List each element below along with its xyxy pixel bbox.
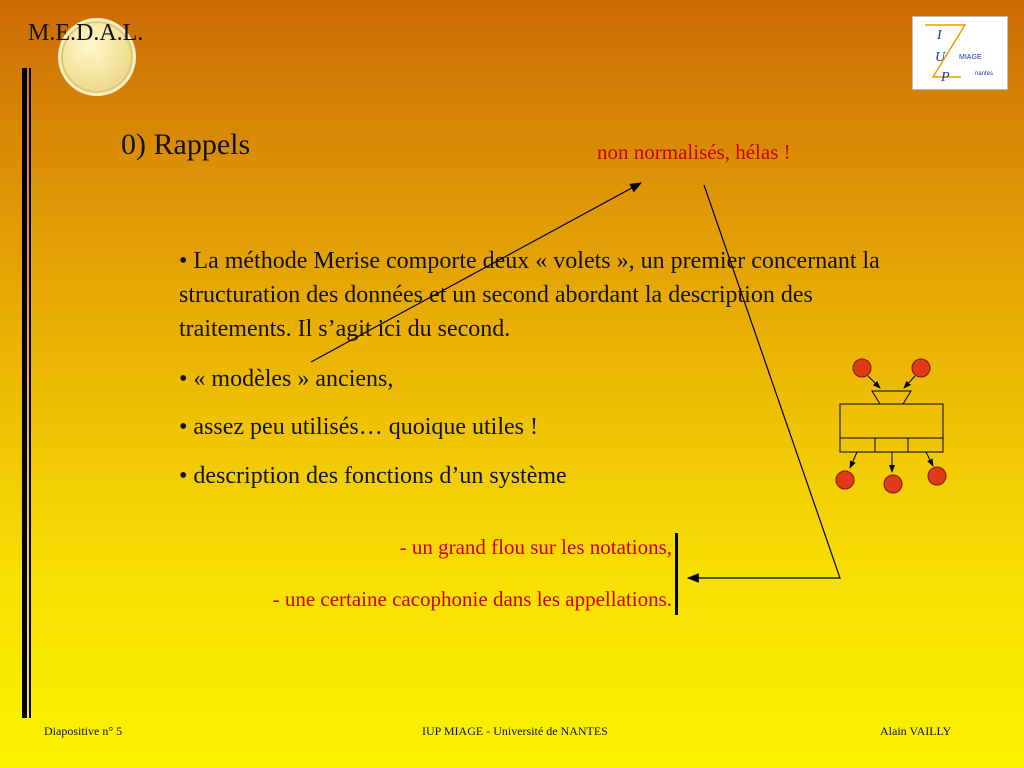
remark-notations: - un grand flou sur les notations, — [399, 535, 672, 559]
input-node-left — [853, 359, 871, 377]
logo-nantes-text: nantes — [975, 71, 994, 77]
medal-title: M.E.D.A.L. — [28, 20, 144, 46]
logo-letter-u: U — [935, 50, 946, 65]
arrow-to-remarks — [688, 185, 840, 578]
footer-author: Alain VAILLY — [880, 724, 952, 738]
input-node-right — [912, 359, 930, 377]
process-diagram-icon — [836, 359, 946, 493]
bullet-peu-utilises: • assez peu utilisés… quoique utiles ! — [179, 414, 539, 440]
remark-appellations: - une certaine cacophonie dans les appellations. — [272, 587, 672, 611]
logo-letter-p: P — [941, 70, 950, 85]
annotation-non-normalises: non normalisés, hélas ! — [597, 140, 791, 164]
process-box — [840, 404, 943, 438]
footer-slide-number: Diapositive n° 5 — [44, 724, 123, 738]
logo-letter-i: I — [937, 28, 942, 43]
process-funnel — [872, 391, 911, 404]
bullet-description: • description des fonctions d’un système — [179, 463, 567, 489]
logo-miage-text: MIAGE — [959, 54, 982, 61]
slide-title: 0) Rappels — [121, 128, 251, 161]
bullet-modeles: • « modèles » anciens, — [179, 366, 394, 392]
output-node-right — [928, 467, 946, 485]
arrow-to-annotation — [311, 183, 641, 362]
output-node-middle — [884, 475, 902, 493]
merise-paragraph: • La méthode Merise comporte deux « volets », un premier concernant la structuration des données et un second abordant la description des traitements. Il s’agit ici du second. — [179, 248, 880, 342]
footer-institution: IUP MIAGE - Université de NANTES — [422, 724, 608, 738]
output-node-left — [836, 471, 854, 489]
